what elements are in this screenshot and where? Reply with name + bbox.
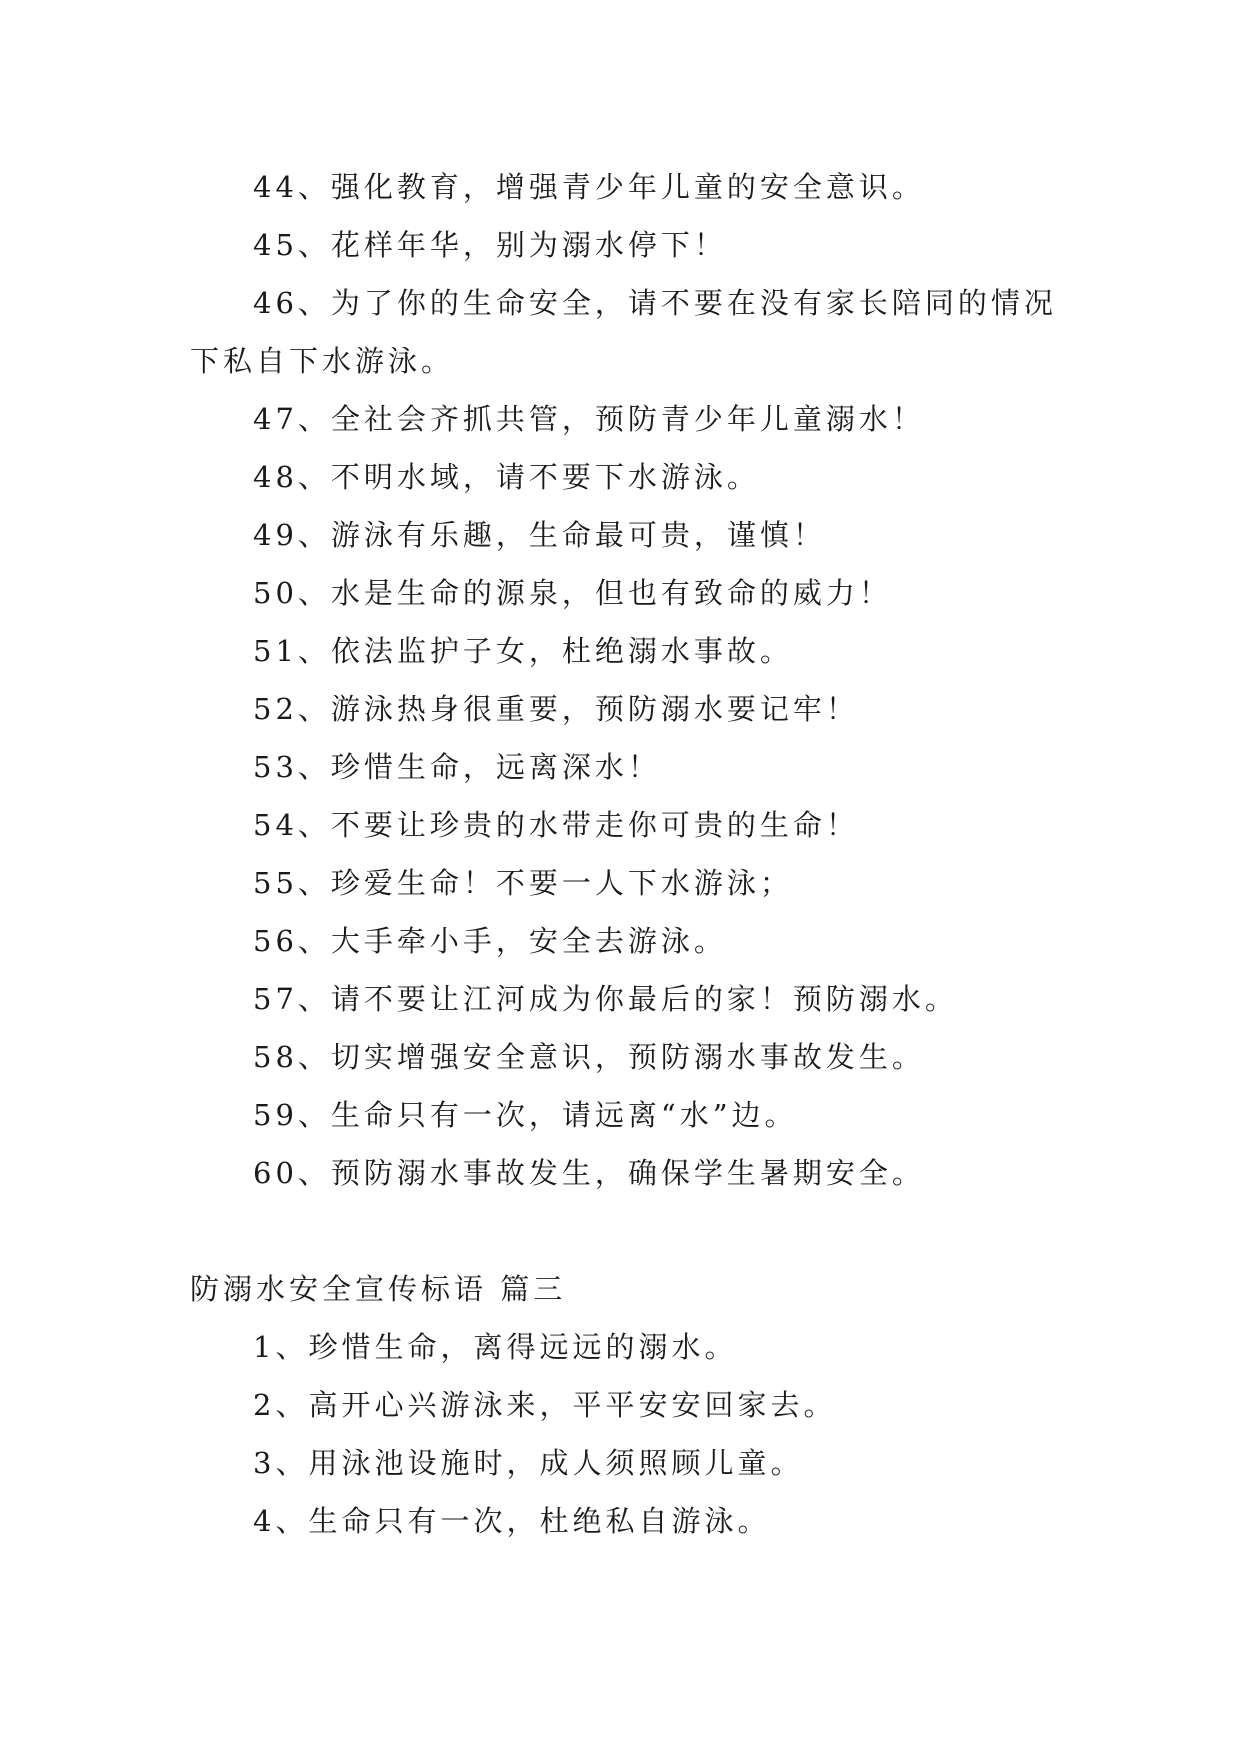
- slogan-44: 44、强化教育，增强青少年儿童的安全意识。: [253, 170, 925, 204]
- slogan-2: 2、高开心兴游泳来，平平安安回家去。: [253, 1388, 837, 1422]
- slogan-45: 45、花样年华，别为溺水停下！: [253, 228, 727, 262]
- section-spacer: [190, 1202, 1060, 1260]
- slogan-52: 52、游泳热身很重要，预防溺水要记牢！: [253, 692, 859, 726]
- slogan-49: 49、游泳有乐趣，生命最可贵，谨慎！: [253, 518, 826, 552]
- slogan-46-continuation: 下私自下水游泳。: [190, 344, 455, 378]
- slogan-1: 1、珍惜生命，离得远远的溺水。: [253, 1330, 738, 1364]
- slogan-53: 53、珍惜生命，远离深水！: [253, 750, 661, 784]
- document-body: [190, 158, 1060, 1550]
- slogan-48: 48、不明水域，请不要下水游泳。: [253, 460, 760, 494]
- slogan-46: 46、为了你的生命安全，请不要在没有家长陪同的情况: [253, 286, 1057, 320]
- slogan-56: 56、大手牵小手，安全去游泳。: [253, 924, 727, 958]
- slogan-50: 50、水是生命的源泉，但也有致命的威力！: [253, 576, 892, 610]
- slogan-4: 4、生命只有一次，杜绝私自游泳。: [253, 1504, 771, 1538]
- slogan-54: 54、不要让珍贵的水带走你可贵的生命！: [253, 808, 859, 842]
- slogan-47: 47、全社会齐抓共管，预防青少年儿童溺水！: [253, 402, 925, 436]
- section-heading: 防溺水安全宣传标语 篇三: [190, 1272, 567, 1306]
- slogan-57: 57、请不要让江河成为你最后的家！预防溺水。: [253, 982, 958, 1016]
- slogan-58: 58、切实增强安全意识，预防溺水事故发生。: [253, 1040, 925, 1074]
- slogan-60: 60、预防溺水事故发生，确保学生暑期安全。: [253, 1156, 925, 1190]
- slogan-59: 59、生命只有一次，请远离“水”边。: [253, 1098, 798, 1132]
- slogan-51: 51、依法监护子女，杜绝溺水事故。: [253, 634, 793, 668]
- slogan-55: 55、珍爱生命！不要一人下水游泳；: [253, 866, 793, 900]
- slogan-3: 3、用泳池设施时，成人须照顾儿童。: [253, 1446, 804, 1480]
